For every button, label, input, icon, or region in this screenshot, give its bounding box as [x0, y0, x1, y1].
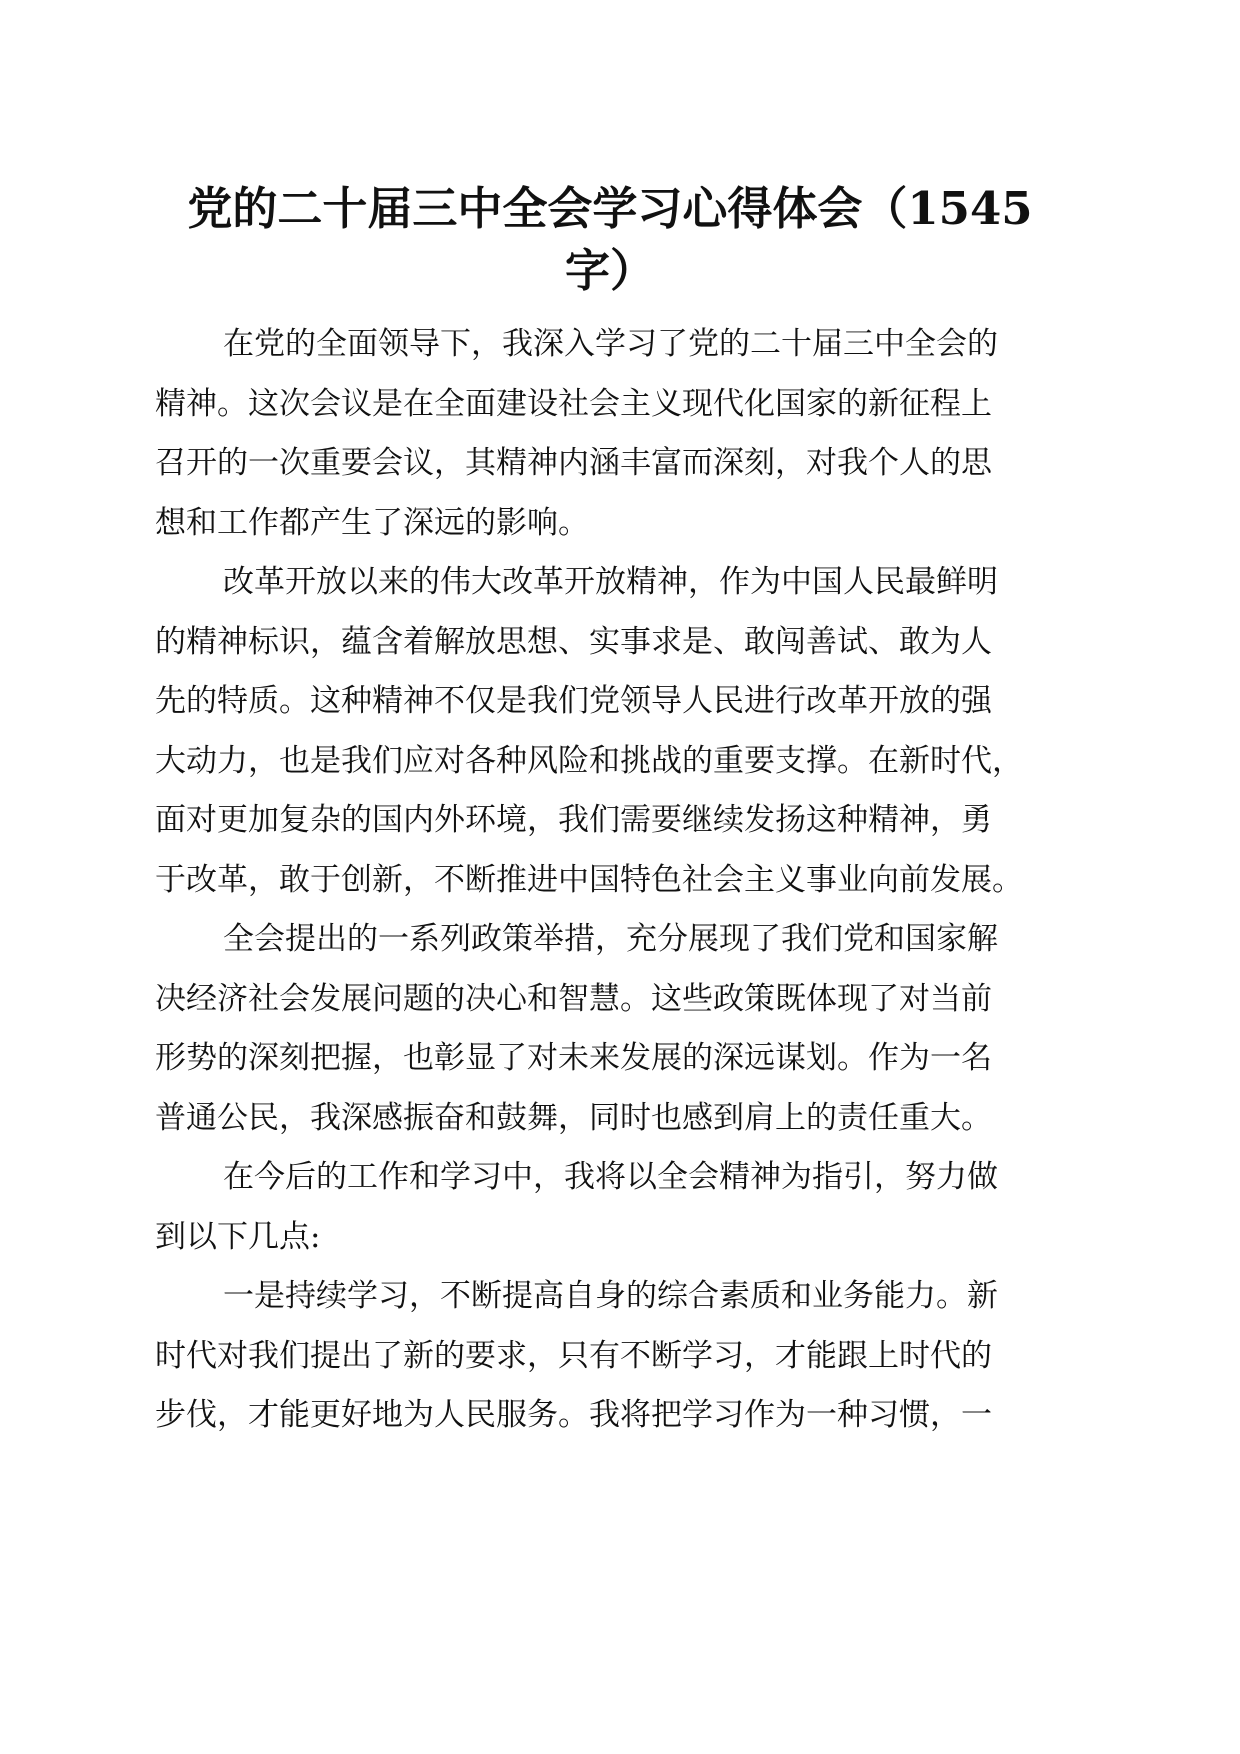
text-line: 普通公民，我深感振奋和鼓舞，同时也感到肩上的责任重大。 — [155, 1099, 992, 1136]
text-line: 全会提出的一系列政策举措，充分展现了我们党和国家解 — [223, 921, 998, 957]
text-line: 改革开放以来的伟大改革开放精神，作为中国人民最鲜明 — [223, 564, 998, 600]
text-line: 召开的一次重要会议，其精神内涵丰富而深刻，对我个人的思 — [155, 445, 992, 481]
text-line: 于改革，敢于创新，不断推进中国特色社会主义事业向前发展。 — [155, 861, 1023, 898]
paragraph-5 — [155, 1267, 1075, 1446]
text-line: 在党的全面领导下，我深入学习了党的二十届三中全会的 — [223, 326, 998, 362]
paragraph-1 — [155, 315, 1075, 553]
text-line: 的精神标识，蕴含着解放思想、实事求是、敢闯善试、敢为人 — [155, 623, 992, 660]
text-line: 一是持续学习，不断提高自身的综合素质和业务能力。新 — [223, 1278, 998, 1314]
document-title — [150, 178, 1070, 302]
text-line: 面对更加复杂的国内外环境，我们需要继续发扬这种精神，勇 — [155, 802, 992, 838]
text-line: 在今后的工作和学习中，我将以全会精神为指引，努力做 — [223, 1159, 998, 1195]
paragraph-2 — [155, 553, 1075, 910]
text-line: 形势的深刻把握，也彰显了对未来发展的深远谋划。作为一名 — [155, 1040, 992, 1076]
text-line: 精神。这次会议是在全面建设社会主义现代化国家的新征程上 — [155, 385, 992, 422]
text-line: 想和工作都产生了深远的影响。 — [155, 504, 589, 541]
title-line: 党的二十届三中全会学习心得体会（1545 — [187, 182, 1033, 235]
text-line: 到以下几点: — [155, 1218, 321, 1255]
document-body — [155, 315, 1075, 1446]
paragraph-4 — [155, 1148, 1075, 1267]
text-line: 先的特质。这种精神不仅是我们党领导人民进行改革开放的强 — [155, 683, 992, 719]
paragraph-3 — [155, 910, 1075, 1148]
text-line: 决经济社会发展问题的决心和智慧。这些政策既体现了对当前 — [155, 980, 992, 1017]
text-line: 时代对我们提出了新的要求，只有不断学习，才能跟上时代的 — [155, 1337, 992, 1374]
text-line: 步伐，才能更好地为人民服务。我将把学习作为一种习惯，一 — [155, 1397, 992, 1433]
text-line: 大动力，也是我们应对各种风险和挑战的重要支撑。在新时代， — [155, 742, 1023, 779]
title-line: 字） — [564, 244, 655, 297]
